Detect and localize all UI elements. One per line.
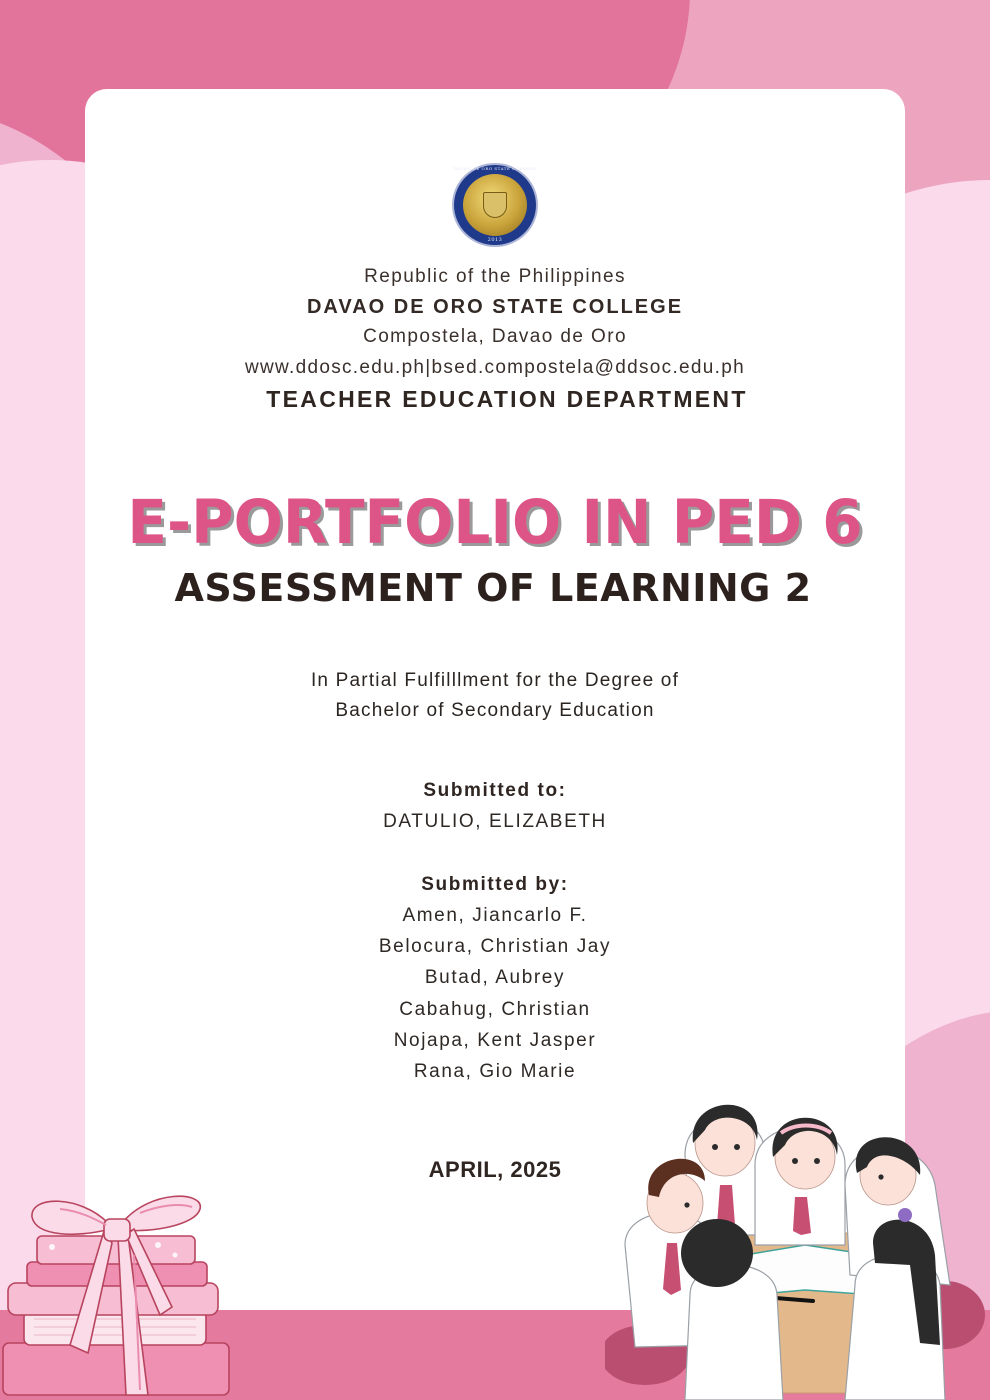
fulfillment-line-1: In Partial Fulfilllment for the Degree of xyxy=(310,670,680,691)
submission-date: APRIL, 2025 xyxy=(428,1157,562,1182)
seal-ring-text: DAVAO DE ORO STATE COLLEGE xyxy=(453,166,537,171)
college-contact: www.ddosc.edu.ph|bsed.compostela@ddsoc.edu.ph xyxy=(245,357,745,378)
submitted-by-label: Submitted by: xyxy=(421,874,569,895)
seal-year: 2013 xyxy=(487,237,503,243)
college-address: Compostela, Davao de Oro xyxy=(363,326,627,347)
republic-line: Republic of the Philippines xyxy=(364,266,626,287)
submitted-to-label: Submitted to: xyxy=(423,780,567,801)
member-name: Cabahug, Christian xyxy=(399,998,591,1020)
college-seal-icon xyxy=(452,163,538,247)
students-studying-icon xyxy=(605,1085,990,1400)
submitted-to-name: DATULIO, ELIZABETH xyxy=(383,811,607,832)
page-title: E-PORTFOLIO IN PED 6 xyxy=(127,486,863,558)
member-name: Amen, Jiancarlo F. xyxy=(402,905,588,926)
seal-shield-icon xyxy=(483,192,507,218)
page-subtitle: ASSESSMENT OF LEARNING 2 xyxy=(174,566,812,610)
member-name: Butad, Aubrey xyxy=(424,967,566,989)
college-name: DAVAO DE ORO STATE COLLEGE xyxy=(306,296,684,318)
member-list xyxy=(0,905,990,1092)
books-with-ribbon-icon xyxy=(0,1185,240,1400)
member-name: Nojapa, Kent Jasper xyxy=(393,1029,597,1051)
member-name: Rana, Gio Marie xyxy=(413,1060,577,1082)
department-name: TEACHER EDUCATION DEPARTMENT xyxy=(266,386,748,412)
fulfillment-line-2: Bachelor of Secondary Education xyxy=(335,700,655,721)
member-name: Belocura, Christian Jay xyxy=(378,936,612,958)
